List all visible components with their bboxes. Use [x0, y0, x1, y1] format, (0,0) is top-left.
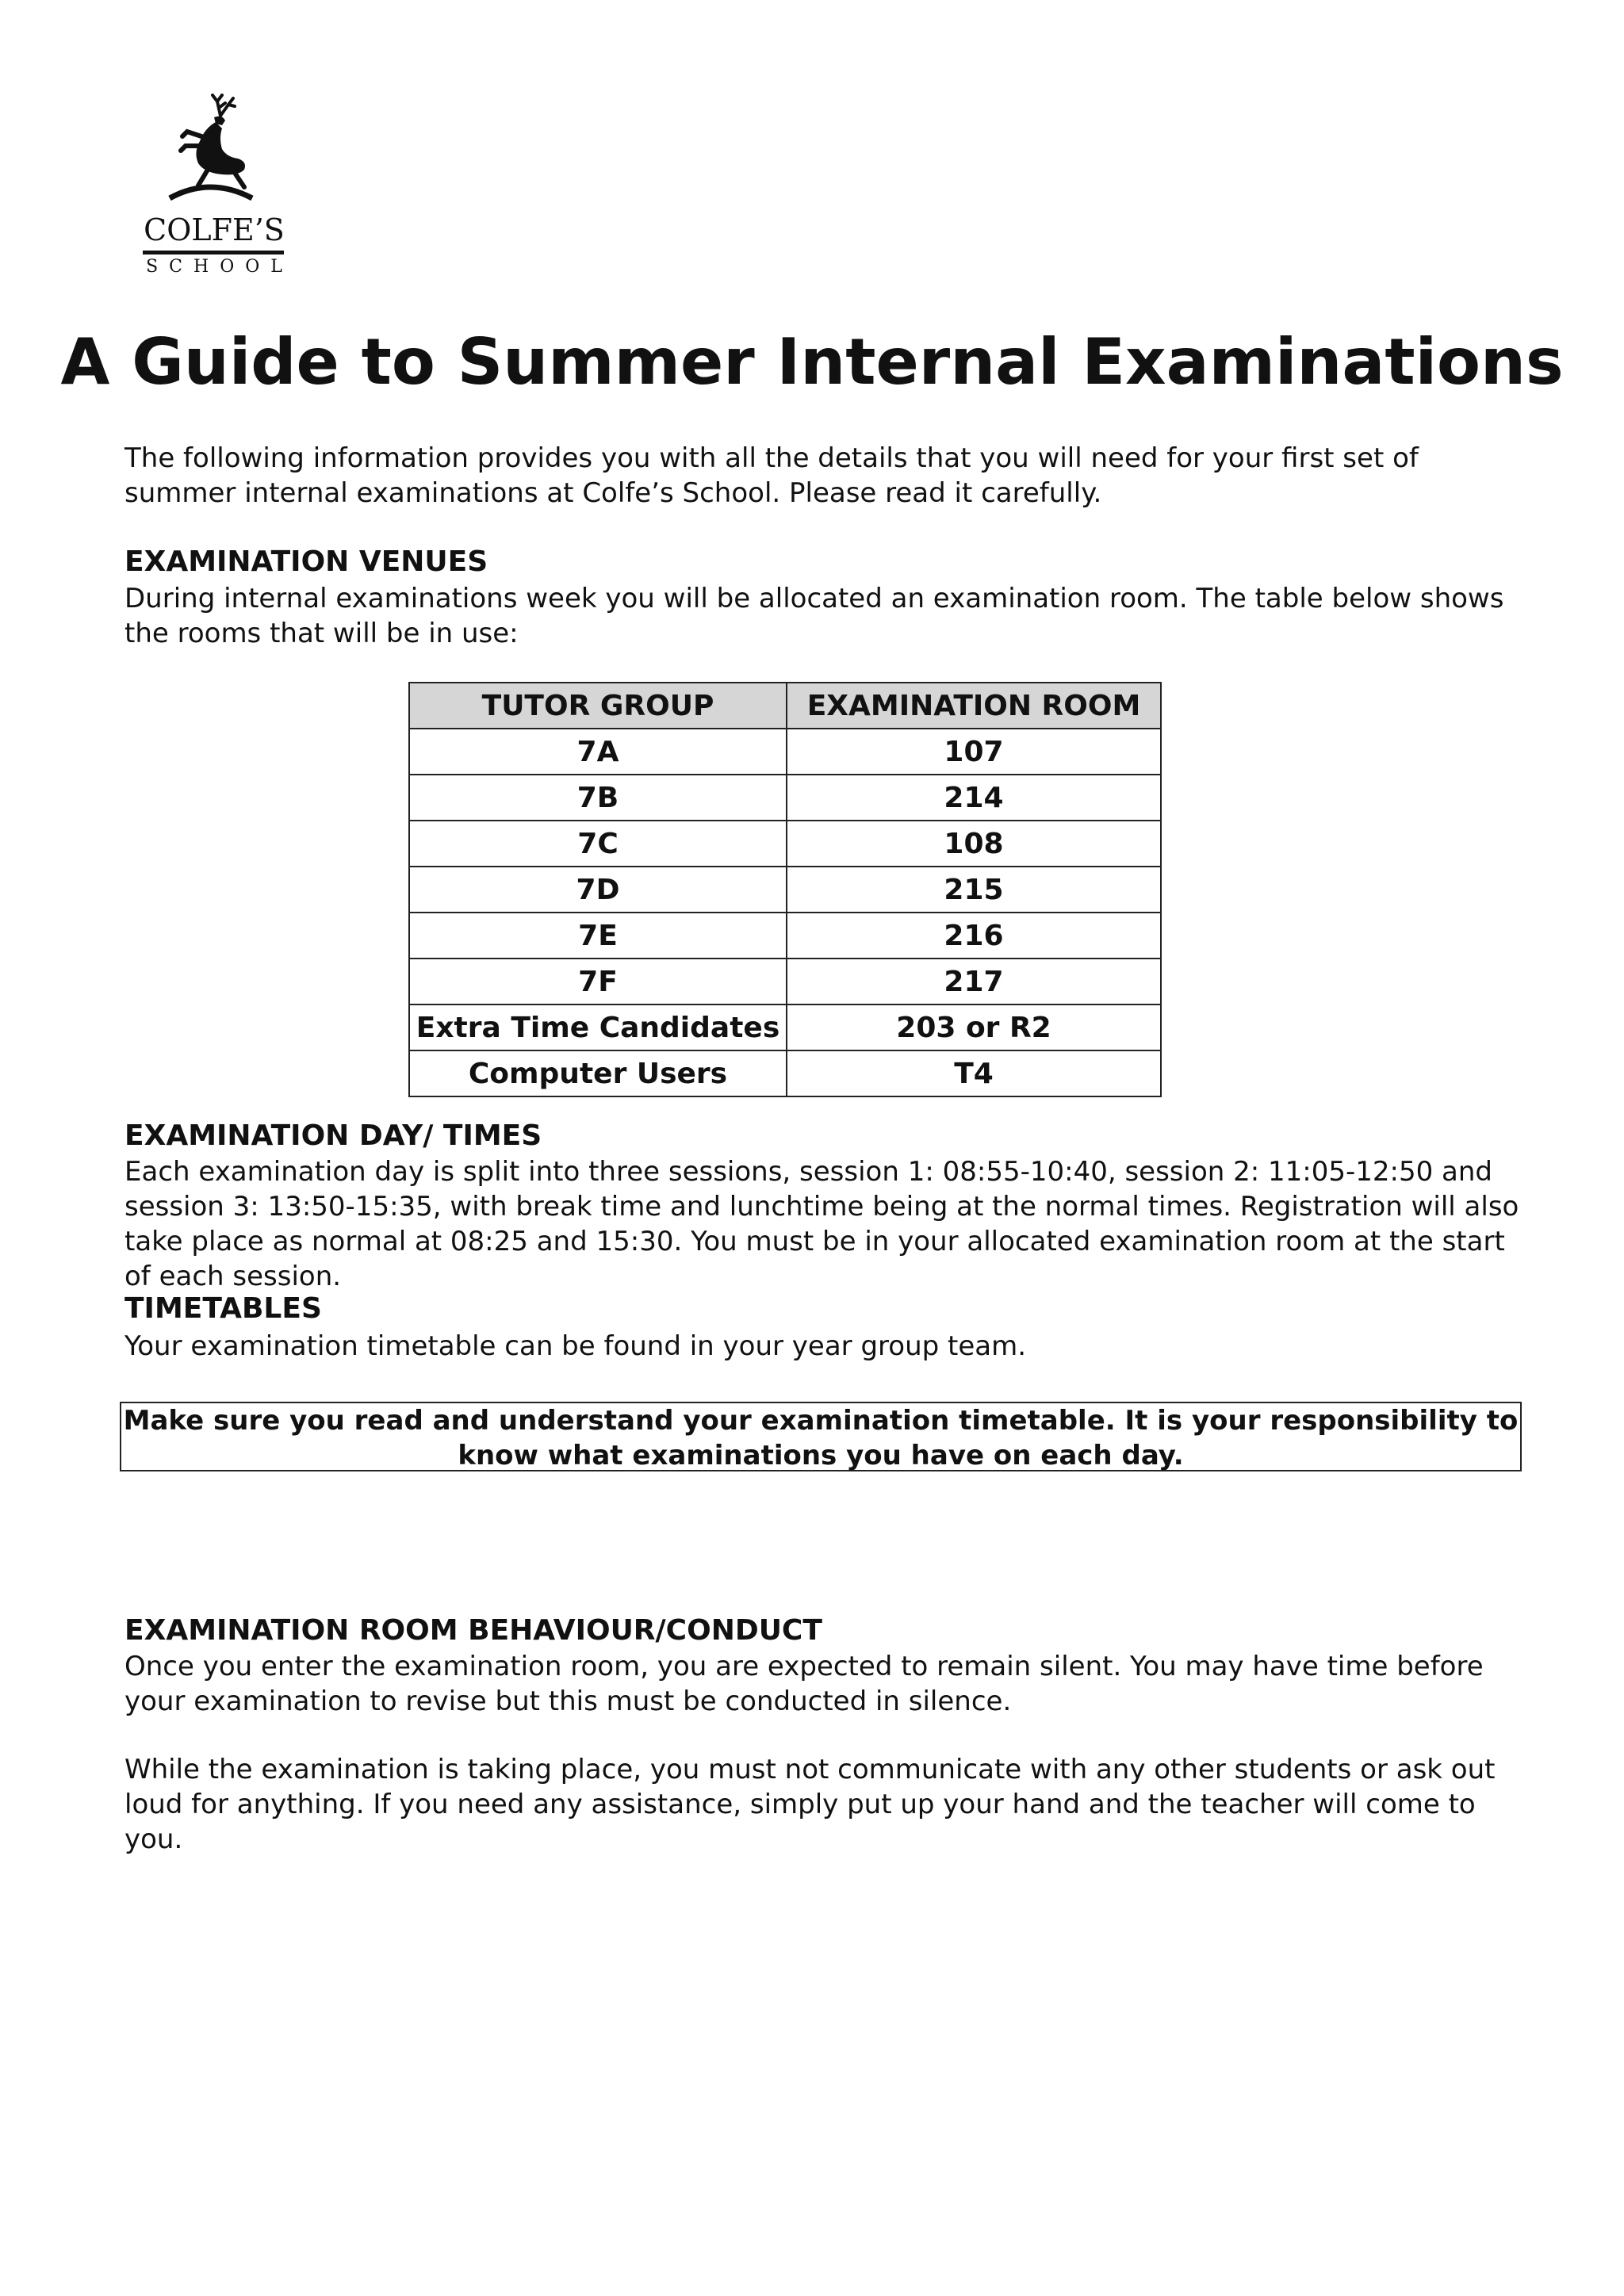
timetables-paragraph: Your examination timetable can be found in your year group team.: [124, 1330, 1027, 1362]
exam-room-cell: 107: [787, 729, 1161, 775]
exam-room-cell: 217: [787, 959, 1161, 1004]
school-logo: [135, 94, 293, 292]
table-row: [409, 913, 1161, 959]
table-row: [409, 1050, 1161, 1096]
intro-paragraph: The following information provides you with all the details that you will need for your first set of summer internal examinations at Colfe’s School. Please read it carefully.: [124, 442, 1419, 509]
exam-room-cell: 203 or R2: [787, 1004, 1161, 1050]
table-row: [409, 959, 1161, 1004]
column-header-tutor-group: TUTOR GROUP: [409, 683, 787, 729]
tutor-group-cell: 7E: [409, 913, 787, 959]
stag-crest-icon: [159, 94, 262, 205]
tutor-group-cell: 7C: [409, 821, 787, 867]
logo-divider: [143, 251, 284, 254]
table-row: [409, 775, 1161, 821]
table-row: [409, 729, 1161, 775]
exam-room-cell: 108: [787, 821, 1161, 867]
table-header-row: [409, 683, 1161, 729]
logo-school-subtitle: SCHOOL: [146, 257, 293, 277]
times-paragraph: Each examination day is split into three sessions, session 1: 08:55-10:40, session 2: 11:05-12:50 and session 3: 13:50-15:35, with break time and lunchtime being at the normal times. Registration will also take place as normal at 08:25 and 15:30. You must be in your allocated examination room at the start of each session.: [124, 1156, 1519, 1292]
logo-school-name: COLFE’S: [144, 212, 285, 247]
exam-rooms-table: [408, 682, 1162, 1097]
table-row: [409, 867, 1161, 913]
column-header-exam-room: EXAMINATION ROOM: [787, 683, 1161, 729]
exam-room-cell: 216: [787, 913, 1161, 959]
conduct-paragraph-1: Once you enter the examination room, you are expected to remain silent. You may have time before your examination to revise but this must be conducted in silence.: [124, 1651, 1484, 1717]
conduct-heading: EXAMINATION ROOM BEHAVIOUR/CONDUCT: [124, 1614, 822, 1647]
exam-room-cell: T4: [787, 1050, 1161, 1096]
tutor-group-cell: 7B: [409, 775, 787, 821]
tutor-group-cell: 7F: [409, 959, 787, 1004]
timetable-notice-box: Make sure you read and understand your examination timetable. It is your responsibility to know what examinations you have on each day.: [120, 1402, 1522, 1471]
exam-room-cell: 215: [787, 867, 1161, 913]
times-heading: EXAMINATION DAY/ TIMES: [124, 1119, 542, 1152]
venues-paragraph: During internal examinations week you will be allocated an examination room. The table below shows the rooms that will be in use:: [124, 583, 1504, 649]
table-row: [409, 821, 1161, 867]
exam-room-cell: 214: [787, 775, 1161, 821]
tutor-group-cell: 7D: [409, 867, 787, 913]
page-title: A Guide to Summer Internal Examinations: [60, 325, 1564, 399]
venues-heading: EXAMINATION VENUES: [124, 545, 488, 578]
tutor-group-cell: 7A: [409, 729, 787, 775]
tutor-group-cell: Computer Users: [409, 1050, 787, 1096]
conduct-paragraph-2: While the examination is taking place, you must not communicate with any other students or ask out loud for anything. If you need any assistance, simply put up your hand and the teacher will come to you.: [124, 1754, 1496, 1855]
timetables-heading: TIMETABLES: [124, 1292, 322, 1325]
tutor-group-cell: Extra Time Candidates: [409, 1004, 787, 1050]
table-row: [409, 1004, 1161, 1050]
